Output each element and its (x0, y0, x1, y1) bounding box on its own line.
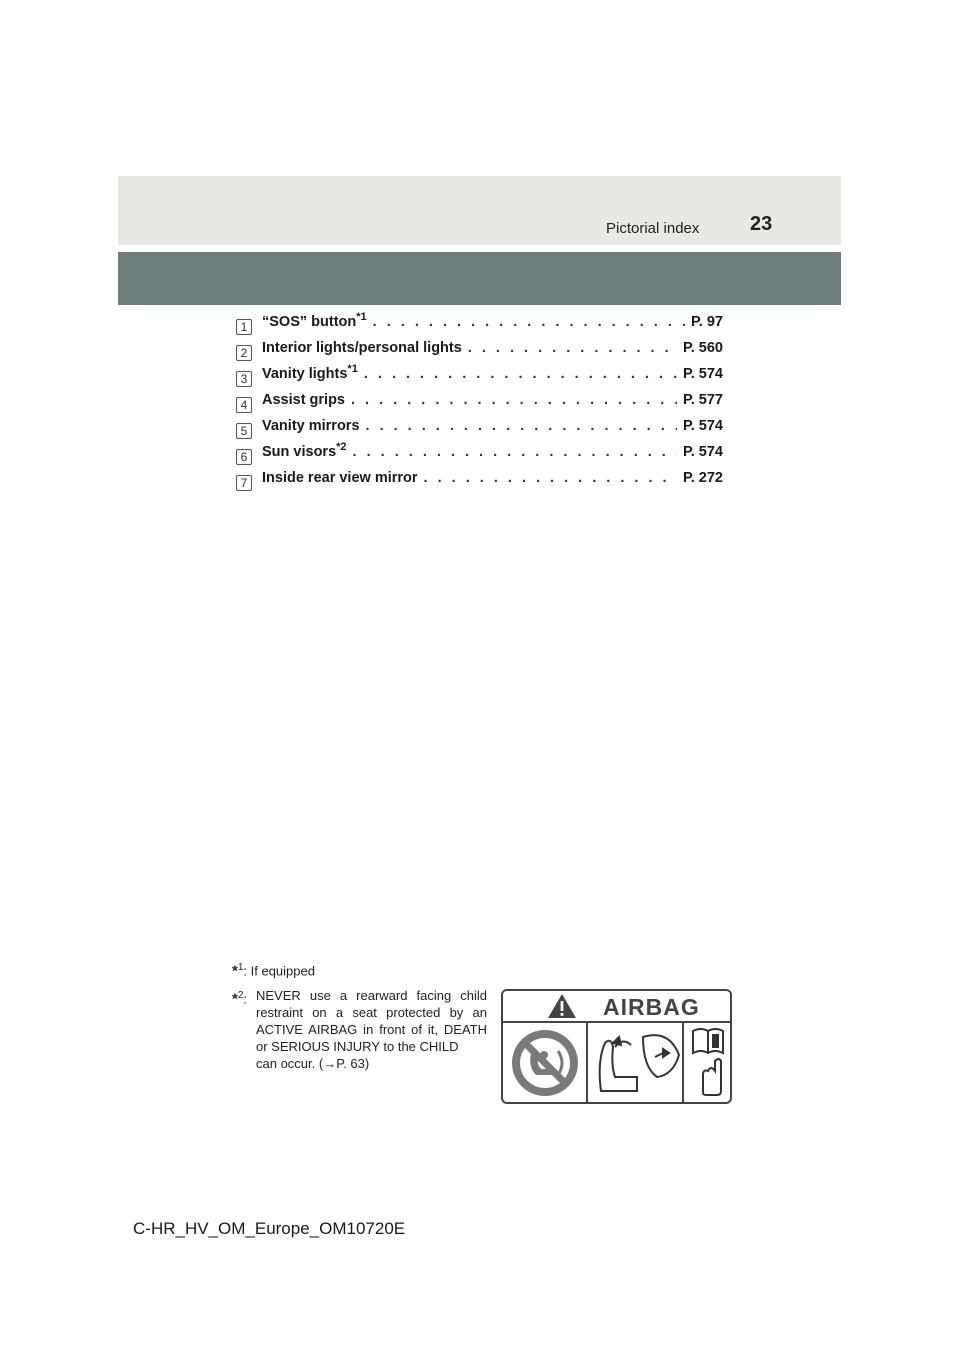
footnote-1-text: If equipped (250, 963, 315, 979)
list-item (236, 363, 723, 392)
page-ref: P. 577 (682, 392, 723, 408)
page-ref: P. 574 (682, 366, 723, 382)
item-number: 7 (236, 475, 252, 491)
airbag-warning-label (501, 989, 732, 1104)
footnote-1: *$^1$: If equipped (232, 962, 315, 980)
leader-dots (364, 366, 677, 382)
leader-dots (351, 392, 677, 408)
airbag-label-header (503, 991, 730, 1023)
item-label: “SOS” button$^{*1}$ (262, 311, 367, 330)
leader-dots (373, 314, 685, 330)
item-number: 3 (236, 371, 252, 387)
item-label: Vanity lights$^{*1}$ (262, 363, 358, 382)
footnote-ref: *1 (347, 363, 358, 376)
list-item (236, 441, 723, 470)
header-band (118, 176, 841, 245)
airbag-title: AIRBAG (603, 994, 700, 1020)
section-band (118, 252, 841, 305)
airbag-pictogram (503, 1023, 730, 1103)
item-number: 6 (236, 449, 252, 465)
list-item (236, 418, 723, 444)
section-title: Pictorial index (606, 220, 700, 237)
page-ref: P. 574 (682, 444, 723, 460)
list-item (236, 311, 723, 340)
item-number: 4 (236, 397, 252, 413)
item-label: Vanity mirrors (262, 418, 360, 434)
page-ref: P. 560 (682, 340, 723, 356)
item-label: Assist grips (262, 392, 345, 408)
page-number: 23 (750, 213, 773, 235)
page-ref: P. 272 (682, 470, 723, 486)
item-number: 5 (236, 423, 252, 439)
list-item (236, 340, 723, 366)
page-ref: P. 97 (691, 314, 723, 330)
footnote-ref: *2 (336, 441, 347, 454)
item-label: Sun visors$^{*2}$ (262, 441, 347, 460)
leader-dots (353, 444, 677, 460)
item-list (236, 311, 723, 496)
document-code: C-HR_HV_OM_Europe_OM10720E (133, 1219, 406, 1238)
item-number: 2 (236, 345, 252, 361)
no-child-seat-icon (512, 1030, 578, 1096)
page-ref: P. 574 (682, 418, 723, 434)
item-number: 1 (236, 319, 252, 335)
read-manual-icon (693, 1029, 723, 1095)
seat-airbag-icon (600, 1035, 679, 1091)
leader-dots (468, 340, 677, 356)
footnote-2: *$^2$: NEVER use a rearward facing child restraint on a seat protected by an ACTIVE AIRBAG in front of it, DEATH or SERIOUS INJURY to the CHILD can occur. (→P. 63) (232, 988, 487, 1071)
leader-dots (366, 418, 677, 434)
footnote-2-text: NEVER use a rearward facing child restraint on a seat protected by an ACTIVE AIRBAG in front of it, DEATH or SERIOUS INJURY to the CHILD can occur. (→P. 63) (256, 988, 487, 1071)
footnote-ref: *1 (356, 311, 367, 324)
leader-dots (424, 470, 677, 486)
list-item (236, 392, 723, 418)
item-label: Interior lights/personal lights (262, 340, 462, 356)
warning-triangle-icon (547, 993, 577, 1019)
item-label: Inside rear view mirror (262, 470, 418, 486)
list-item (236, 470, 723, 496)
